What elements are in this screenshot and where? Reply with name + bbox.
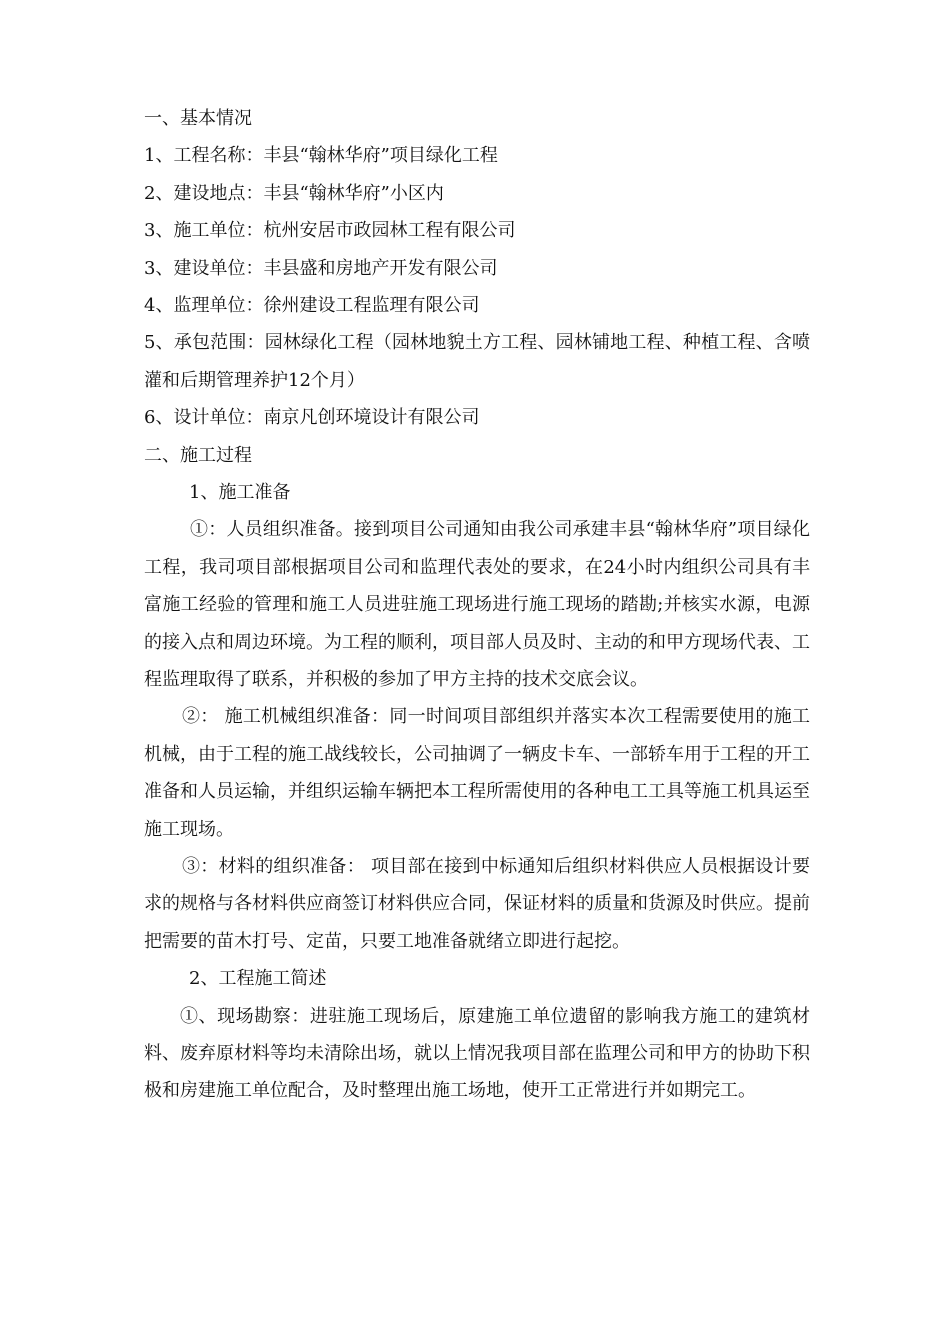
info-construction-site: 2、建设地点：丰县“翰林华府”小区内	[144, 182, 444, 204]
paragraph-machinery-preparation: ②： 施工机械组织准备：同一时间项目部组织并落实本次工程需要使用的施工机械，由于工程的施工战线较长，公司抽调了一辆皮卡车、一部轿车用于工程的开工准备和人员运输，并组织运输车辆把本工程所需使用的各种电工工具等施工机具运至施工现场。	[144, 706, 810, 840]
paragraph-material-preparation: ③：材料的组织准备： 项目部在接到中标通知后组织材料供应人员根据设计要求的规格与各材料供应商签订材料供应合同，保证材料的质量和货源及时供应。提前把需要的苗木打号、定苗，只要工地准备就绪立即进行起挖。	[144, 855, 810, 952]
section-heading-construction-process: 二、施工过程	[144, 444, 252, 466]
section-heading-basic-info: 一、基本情况	[144, 108, 252, 129]
subsection-heading-preparation: 1、施工准备	[189, 481, 291, 503]
info-supervision-unit: 4、监理单位：徐州建设工程监理有限公司	[144, 294, 480, 316]
document-body	[144, 100, 810, 1110]
info-project-name: 1、工程名称：丰县“翰林华府”项目绿化工程	[144, 145, 498, 167]
paragraph-site-survey: ①、现场勘察：进驻施工现场后，原建施工单位遗留的影响我方施工的建筑材料、废弃原材料等均未清除出场，就以上情况我项目部在监理公司和甲方的协助下积极和房建施工单位配合，及时整理出施工场地，使开工正常进行并如期完工。	[144, 1005, 810, 1102]
paragraph-personnel-preparation: ①：人员组织准备。接到项目公司通知由我公司承建丰县“翰林华府”项目绿化工程，我司项目部根据项目公司和监理代表处的要求，在24小时内组织公司具有丰富施工经验的管理和施工人员进驻施工现场进行施工现场的踏勘;并核实水源，电源的接入点和周边环境。为工程的顺利，项目部人员及时、主动的和甲方现场代表、工程监理取得了联系，并积极的参加了甲方主持的技术交底会议。	[144, 519, 810, 690]
info-design-unit: 6、设计单位：南京凡创环境设计有限公司	[144, 407, 480, 429]
info-developer-unit: 3、建设单位：丰县盛和房地产开发有限公司	[144, 257, 498, 279]
info-construction-unit: 3、施工单位：杭州安居市政园林工程有限公司	[144, 220, 516, 242]
subsection-heading-construction-overview: 2、工程施工简述	[189, 968, 327, 990]
info-contract-scope: 5、承包范围：园林绿化工程（园林地貌土方工程、园林铺地工程、种植工程、含喷灌和后期管理养护12个月）	[144, 332, 810, 391]
